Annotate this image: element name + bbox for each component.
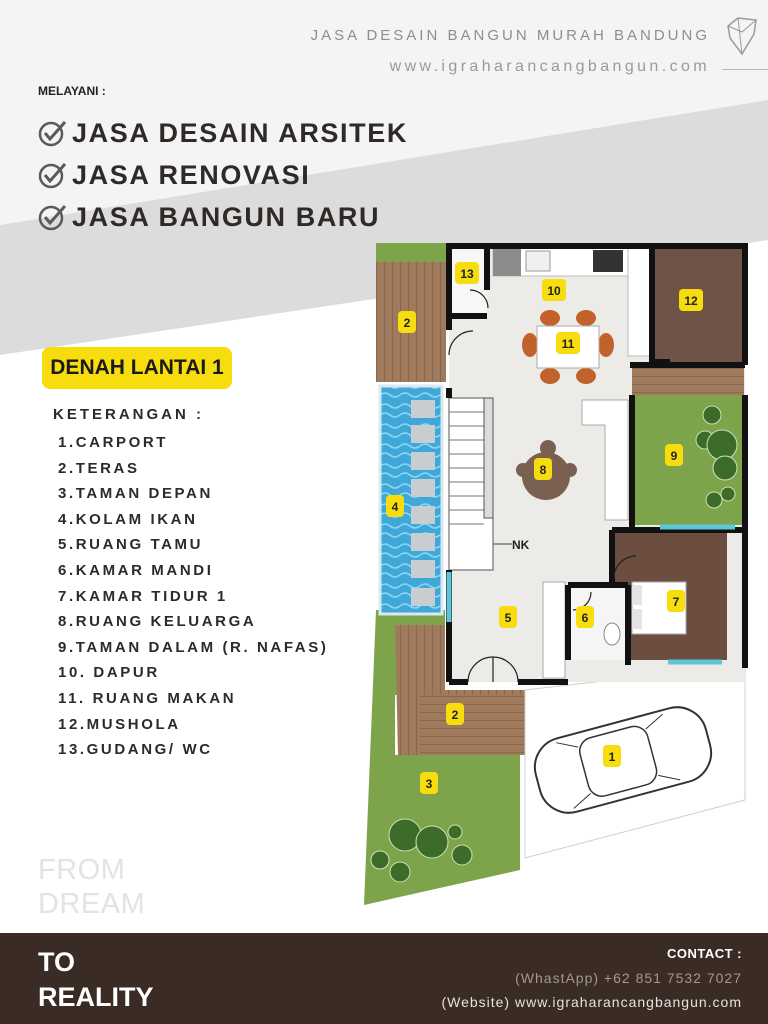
label-storage: 13: [460, 267, 474, 281]
legend-item: 11. RUANG MAKAN: [58, 689, 237, 707]
slogan-to-reality: [38, 945, 154, 1015]
company-tagline: JASA DESAIN BANGUN MURAH BANDUNG: [310, 27, 710, 44]
legend-item: 12.MUSHOLA: [58, 715, 181, 733]
floor-plan-title-badge: DENAH LANTAI 1: [42, 347, 232, 389]
legend-item: 8.RUANG KELUARGA: [58, 613, 257, 631]
legend-item: 4.KOLAM IKAN: [58, 510, 198, 528]
legend-item: 13.GUDANG/ WC: [58, 741, 213, 759]
legend-item: 2.TERAS: [58, 459, 140, 477]
label-living-room: 5: [504, 611, 512, 625]
legend-item: 9.TAMAN DALAM (R. NAFAS): [58, 638, 329, 656]
slogan-line: FROM: [38, 854, 126, 886]
label-family-room: 8: [539, 463, 547, 477]
legend-item: 5.RUANG TAMU: [58, 536, 204, 554]
legend-item: 6.KAMAR MANDI: [58, 561, 214, 579]
label-bathroom: 6: [581, 611, 589, 625]
living-sofa: [543, 582, 565, 678]
label-carport: 1: [608, 750, 616, 764]
label-mushola: 12: [684, 294, 698, 308]
service-label: JASA RENOVASI: [72, 159, 311, 190]
slogan-line: TO: [38, 947, 76, 977]
slogan-from-dream: [38, 853, 145, 921]
contact-heading: CONTACT :: [666, 946, 742, 961]
contact-whatsapp[interactable]: (WhastApp) +62 851 7532 7027: [515, 970, 742, 986]
legend-item: 1.CARPORT: [58, 434, 169, 451]
label-bedroom: 7: [672, 595, 680, 609]
service-label: JASA BANGUN BARU: [72, 201, 381, 232]
label-fish-pond: 4: [391, 500, 399, 514]
sink-icon: [526, 251, 550, 271]
contact-website[interactable]: (Website) www.igraharancangbangun.com: [441, 994, 742, 1010]
label-inner-garden: 9: [670, 449, 678, 463]
legend-title: KETERANGAN :: [53, 406, 204, 423]
service-label: JASA DESAIN ARSITEK: [72, 117, 408, 148]
toilet-icon: [604, 623, 620, 645]
label-nk: NK: [512, 538, 530, 552]
kitchen-cabinet: [628, 246, 650, 356]
legend-item: 7.KAMAR TIDUR 1: [58, 587, 228, 605]
slogan-line: DREAM: [38, 888, 146, 920]
label-front-garden: 3: [425, 777, 433, 791]
website-url: www.igraharancangbangun.com: [389, 58, 710, 75]
label-terrace-top: 2: [403, 316, 411, 330]
label-kitchen: 10: [547, 284, 561, 298]
fridge: [493, 246, 521, 276]
legend-item: 3.TAMAN DEPAN: [58, 485, 213, 503]
slogan-line: REALITY: [38, 982, 154, 1012]
legend-item: 10. DAPUR: [58, 664, 160, 682]
services-heading: MELAYANI :: [38, 84, 106, 98]
stove-icon: [593, 250, 623, 272]
inner-deck: [632, 365, 744, 395]
label-dining: 11: [561, 337, 575, 351]
label-terrace-front: 2: [451, 708, 459, 722]
terrace-deck-stairs: [420, 695, 525, 755]
